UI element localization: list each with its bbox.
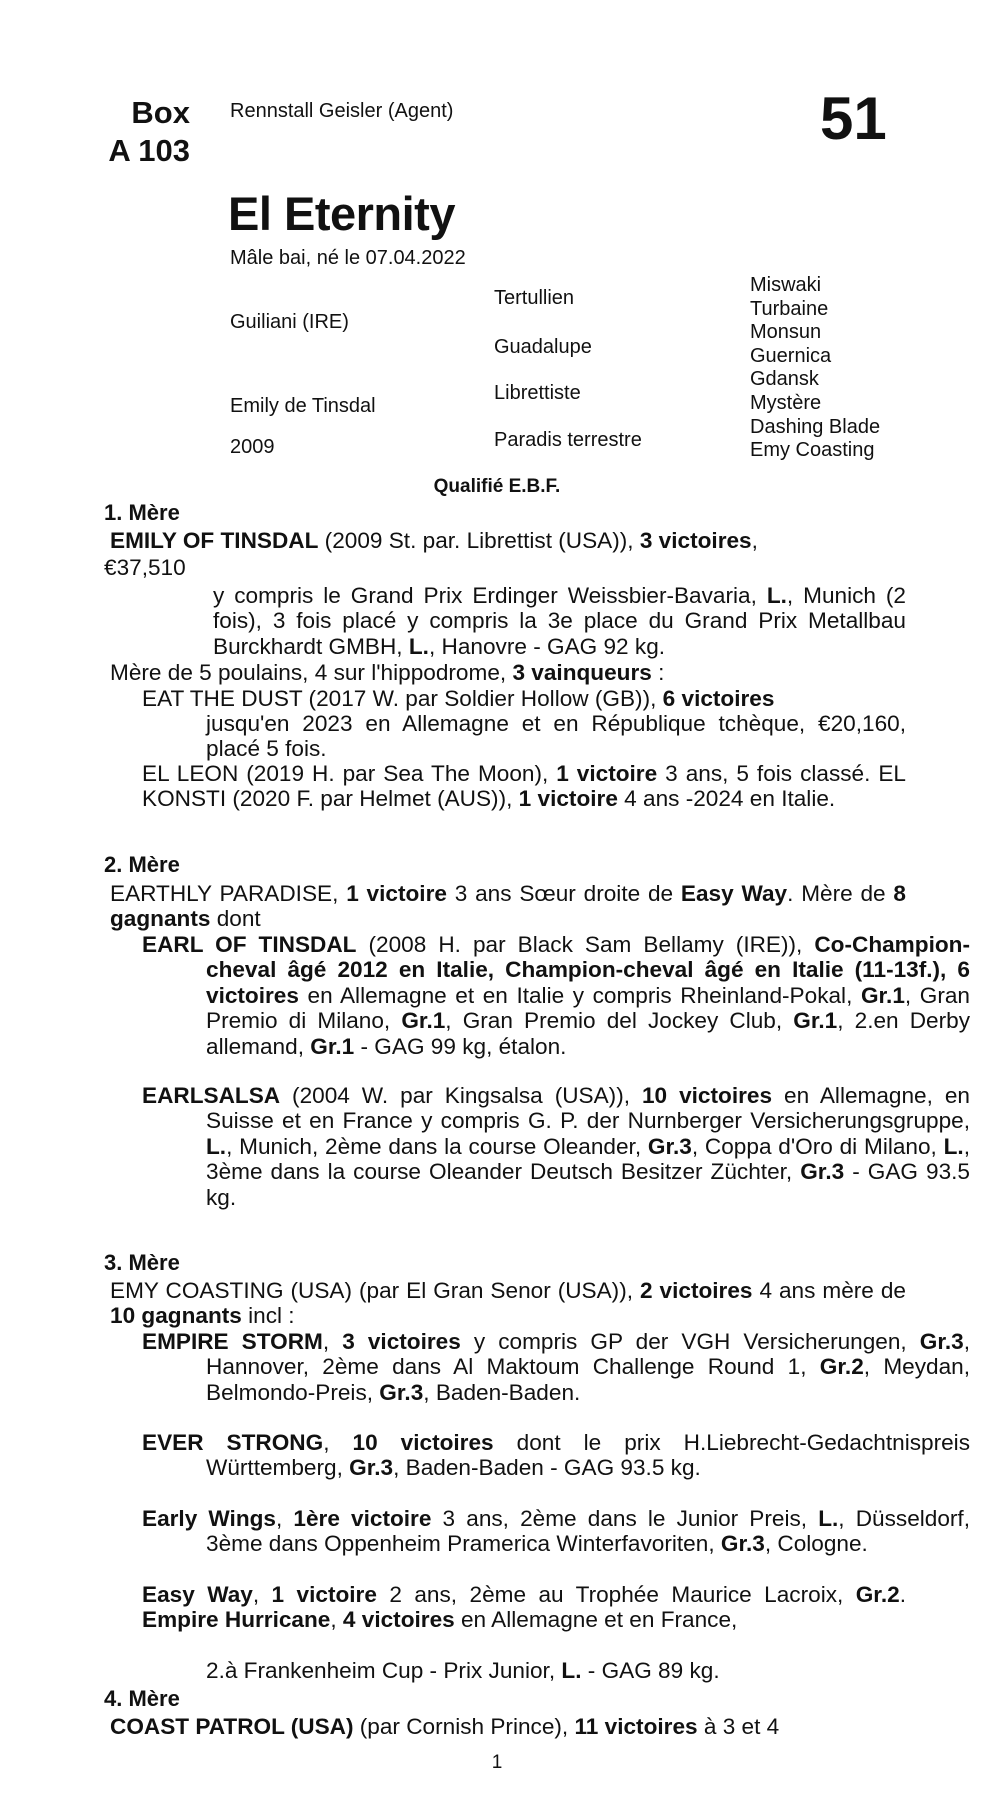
dam-1-name: EMILY OF TINSDAL xyxy=(110,528,319,553)
dam-1-record: y compris le Grand Prix Erdinger Weissbier-Bavaria, L., Munich (2 fois), 3 fois placé y compris la 3e place du Grand Prix Metallbau Burckhardt GMBH, L., Hanovre - GAG 92 kg. xyxy=(213,583,906,659)
agent-name: Rennstall Geisler (Agent) xyxy=(230,100,454,122)
pedigree-dam: Emily de Tinsdal xyxy=(230,395,376,417)
pedigree-g2: Guadalupe xyxy=(494,336,592,358)
pedigree-g3: Emy Coasting xyxy=(750,439,875,462)
winner-ever-strong: EVER STRONG, 10 victoires dont le prix H.Liebrecht-Gedachtnispreis Württemberg, Gr.3, Baden-Baden - GAG 93.5 kg. xyxy=(142,1430,970,1481)
pedigree-g3: Turbaine xyxy=(750,297,829,320)
produce-item-detail: jusqu'en 2023 en Allemagne et en République tchèque, €20,160, placé 5 fois. xyxy=(206,711,906,762)
dam-4-line: COAST PATROL (USA) (par Cornish Prince), 11 victoires à 3 et 4 xyxy=(110,1714,780,1739)
pedigree-dam-year: 2009 xyxy=(230,436,275,458)
pedigree-g2: Paradis terrestre xyxy=(494,429,642,451)
section-title-4: 4. Mère xyxy=(104,1686,180,1711)
pedigree-g2: Librettiste xyxy=(494,382,581,404)
winner-earlsalsa: EARLSALSA (2004 W. par Kingsalsa (USA)), 10 victoires en Allemagne, en Suisse et en France y compris G. P. der Nurnberger Versicherungsgruppe, L., Munich, 2ème dans la course Oleander, Gr.3, Coppa d'Oro di Milano, L., 3ème dans la course Oleander Deutsch Besitzer Züchter, Gr.3 - GAG 93.5 kg. xyxy=(142,1083,970,1210)
winner-easy-way: Easy Way, 1 victoire 2 ans, 2ème au Trophée Maurice Lacroix, Gr.2. Empire Hurricane, 4 victoires en Allemagne et en France, xyxy=(142,1582,906,1633)
horse-name: El Eternity xyxy=(228,187,455,240)
winner-early-wings: Early Wings, 1ère victoire 3 ans, 2ème dans le Junior Preis, L., Düsseldorf, 3ème dans Oppenheim Pramerica Winterfavoriten, Gr.3, Cologne. xyxy=(142,1506,970,1557)
pedigree-sire: Guiliani (IRE) xyxy=(230,311,349,333)
produce-item: EAT THE DUST (2017 W. par Soldier Hollow (GB)), 6 victoires xyxy=(142,686,775,711)
box-label: Box xyxy=(131,95,190,130)
pedigree-g2: Tertullien xyxy=(494,287,575,309)
horse-description: Mâle bai, né le 07.04.2022 xyxy=(230,247,466,269)
pedigree-g3: Miswaki xyxy=(750,274,822,296)
produce-item: EL LEON (2019 H. par Sea The Moon), 1 victoire 3 ans, 5 fois classé. EL KONSTI (2020 F. par Helmet (AUS)), 1 victoire 4 ans -2024 en Italie. xyxy=(142,761,906,812)
section-title-3: 3. Mère xyxy=(104,1250,180,1275)
pedigree-g3: Dashing Blade xyxy=(750,415,881,438)
page-number: 1 xyxy=(491,1752,503,1773)
dam-1-line: EMILY OF TINSDAL (2009 St. par. Librettist (USA)), 3 victoires, xyxy=(110,528,758,553)
winner-empire-hurricane-detail: 2.à Frankenheim Cup - Prix Junior, L. - GAG 89 kg. xyxy=(206,1658,720,1683)
box-code: A 103 xyxy=(108,133,190,168)
dam-3-line: EMY COASTING (USA) (par El Gran Senor (USA)), 2 victoires 4 ans mère de 10 gagnants incl : xyxy=(110,1278,906,1329)
pedigree-g3: Gdansk xyxy=(750,368,819,391)
section-title-1: 1. Mère xyxy=(104,500,180,525)
qualification: Qualifié E.B.F. xyxy=(433,476,561,497)
winner-empire-storm: EMPIRE STORM, 3 victoires y compris GP der VGH Versicherungen, Gr.3, Hannover, 2ème dans Al Maktoum Challenge Round 1, Gr.2, Meydan, Belmondo-Preis, Gr.3, Baden-Baden. xyxy=(142,1329,971,1405)
dam-1-earnings: €37,510 xyxy=(104,555,186,580)
section-title-2: 2. Mère xyxy=(104,852,180,877)
pedigree-g3: Mystère xyxy=(750,392,822,414)
winner-earl-of-tinsdal: EARL OF TINSDAL (2008 H. par Black Sam Bellamy (IRE)), Co-Champion-cheval âgé 2012 en Italie, Champion-cheval âgé en Italie (11-13f.), 6 victoires en Allemagne et en Italie y compris Rheinland-Pokal, Gr.1, Gran Premio di Milano, Gr.1, Gran Premio del Jockey Club, Gr.1, 2.en Derby allemand, Gr.1 - GAG 99 kg, étalon. xyxy=(142,932,970,1059)
dam-1-produce: Mère de 5 poulains, 4 sur l'hippodrome, 3 vainqueurs : xyxy=(110,660,665,685)
lot-number: 51 xyxy=(820,85,887,152)
box-number xyxy=(96,94,190,170)
pedigree-g3: Monsun xyxy=(750,321,822,344)
dam-2-line: EARTHLY PARADISE, 1 victoire 3 ans Sœur droite de Easy Way. Mère de 8 gagnants dont xyxy=(110,881,906,932)
pedigree-g3: Guernica xyxy=(750,344,832,367)
